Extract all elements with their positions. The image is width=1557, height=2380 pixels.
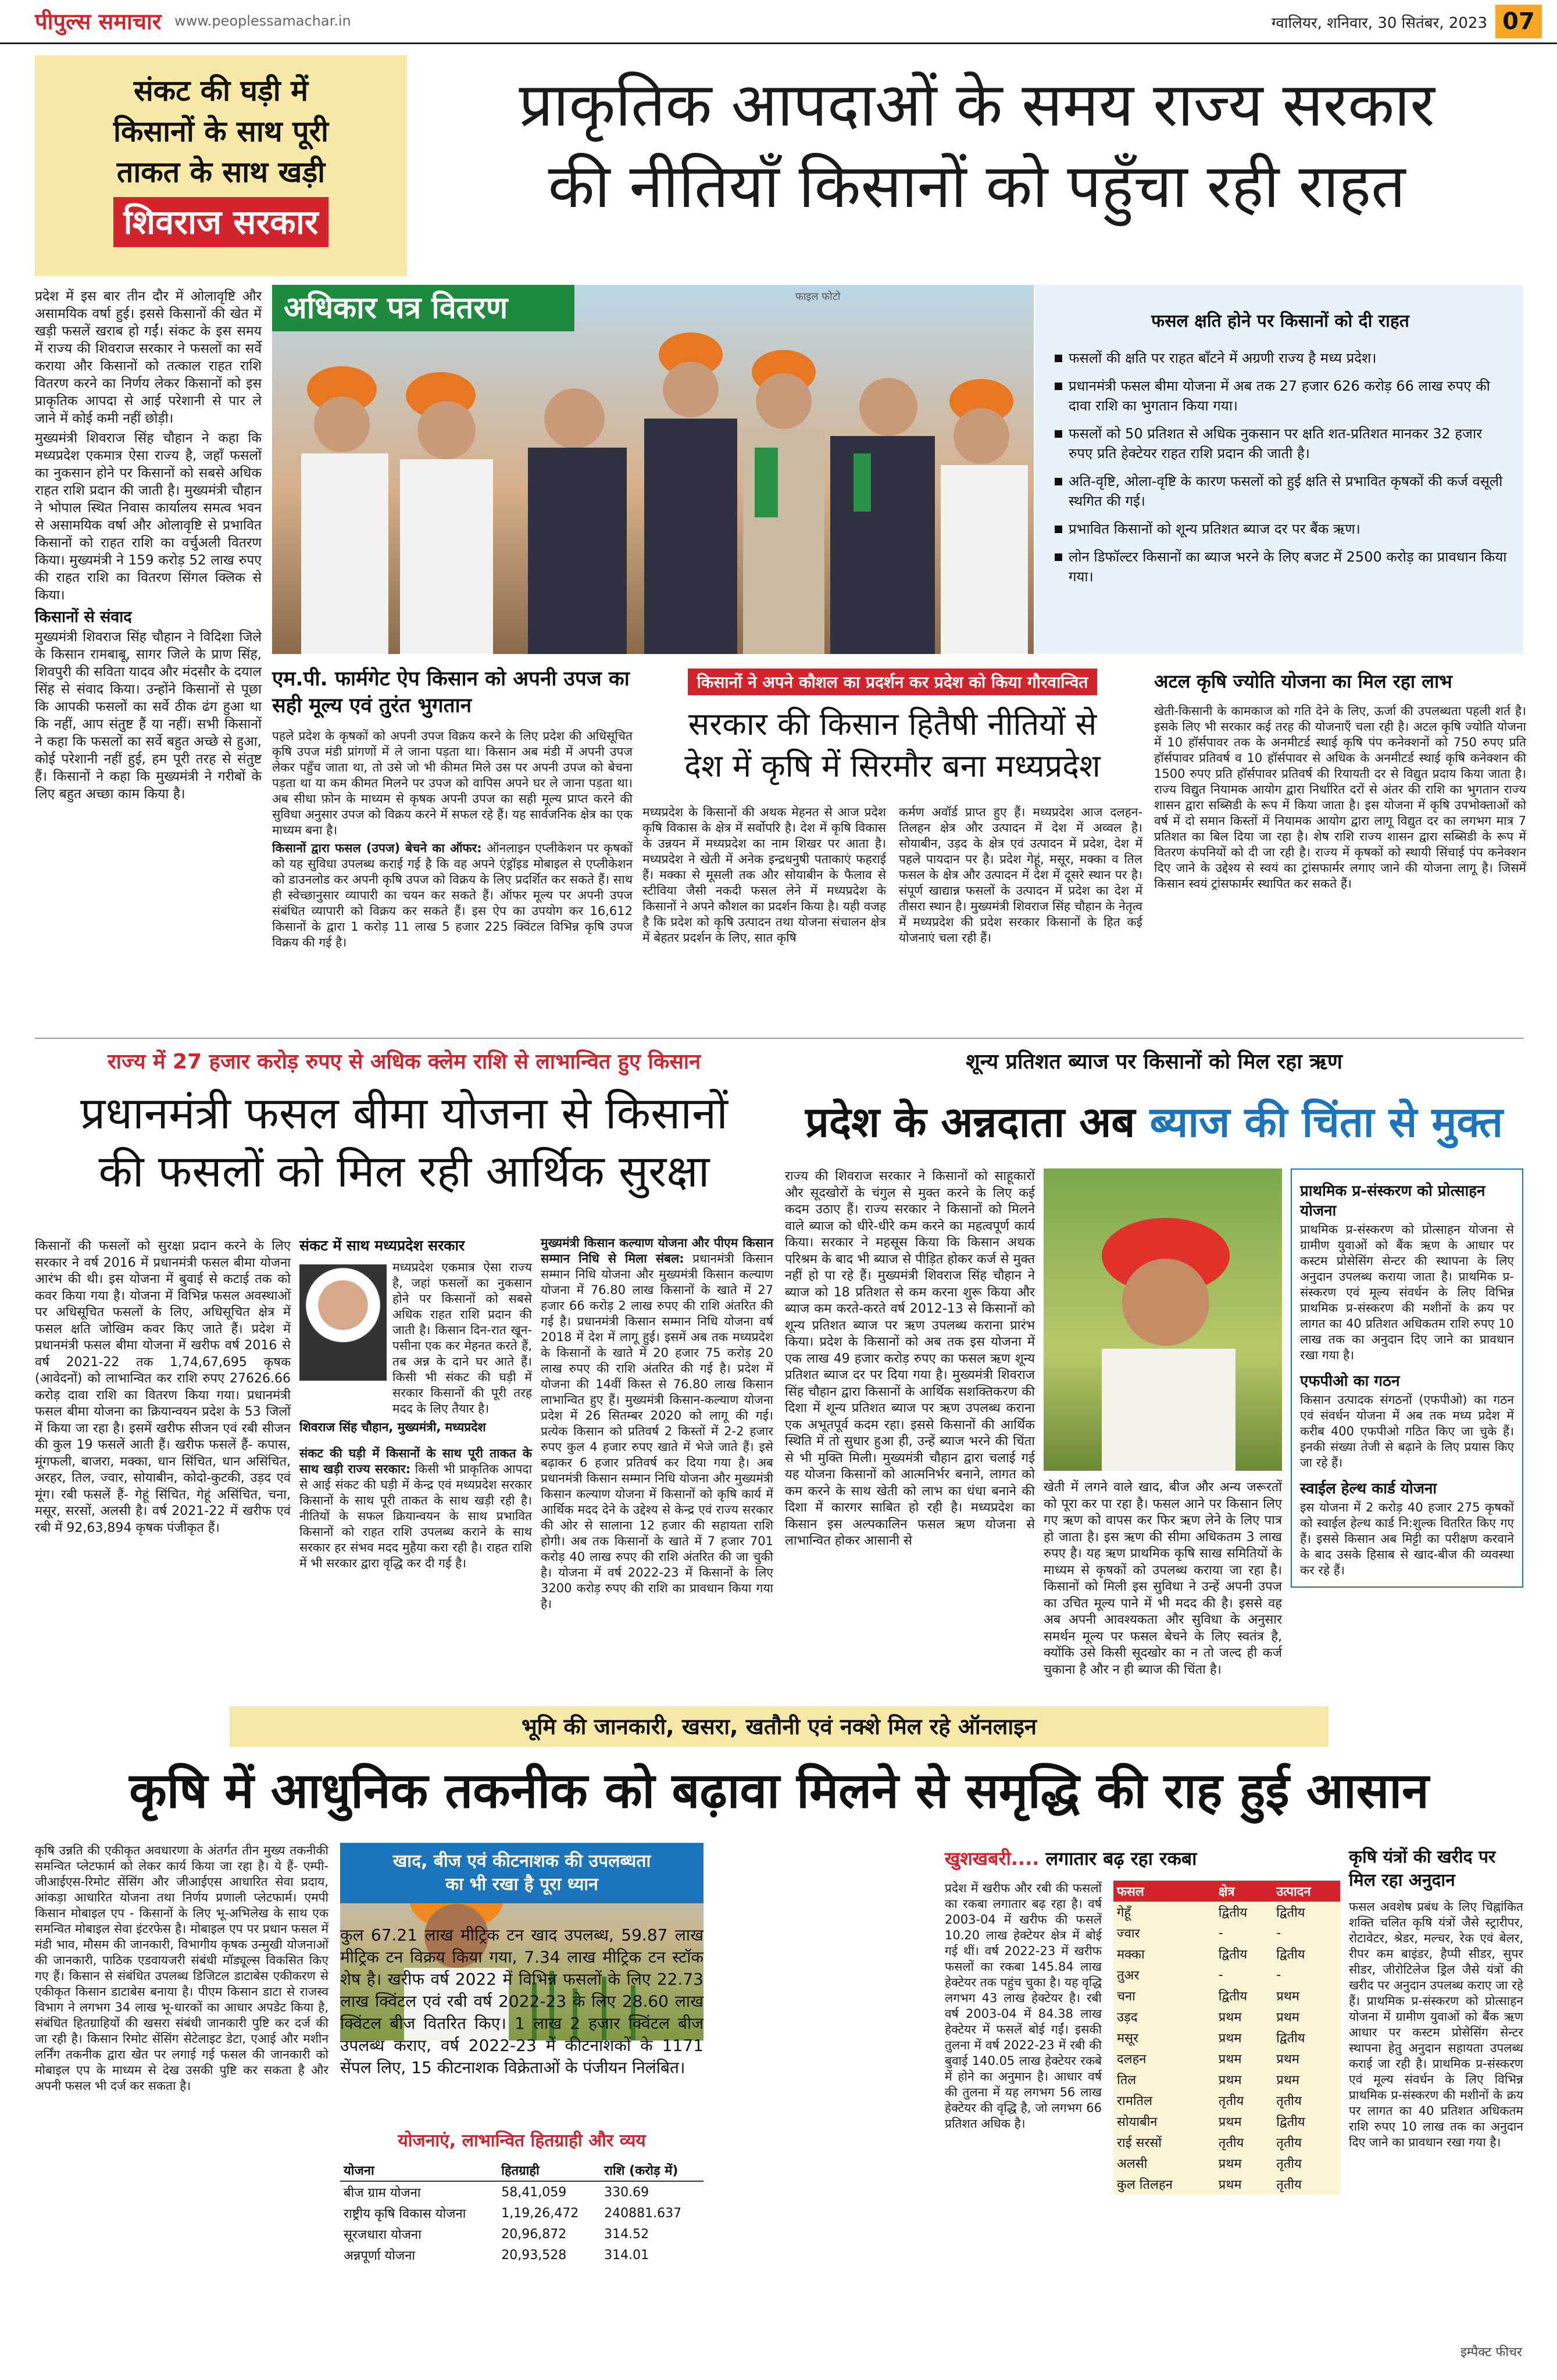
center-title-2: देश में कृषि में सिरमौर बना मध्यप्रदेश bbox=[684, 748, 1101, 784]
crop-cell: चना bbox=[1117, 1989, 1135, 2004]
crop-header: उत्पादन bbox=[1276, 1885, 1311, 1899]
relief-item: प्रधानमंत्री फसल बीमा योजना में अब तक 27 हजार 626 करोड़ 66 लाख रुपए की दावा राशि का भुगतान किया गया। bbox=[1052, 376, 1508, 416]
table-cell: सूरजधारा योजना bbox=[344, 2228, 422, 2242]
crop-cell: प्रथम bbox=[1218, 2157, 1242, 2171]
crop-cell: अलसी bbox=[1117, 2157, 1148, 2171]
sidebar-paragraph-2: किसान उत्पादक संगठनों (एफपीओ) का गठन एवं संवर्धन योजना में अब तक मध्य प्रदेश में करीब 400 एफपीओ गठित किए जा चुके हैं। इनकी संख्या तेजी से बढ़ाने के लिए प्रयास किए जा रहे हैं। bbox=[1300, 1393, 1514, 1470]
divider bbox=[35, 1038, 1523, 1039]
impact-feature: इम्पैक्ट फीचर bbox=[1460, 2345, 1522, 2360]
table-cell: अन्नपूर्णा योजना bbox=[344, 2249, 416, 2263]
center-kicker: किसानों ने अपने कौशल का प्रदर्शन कर प्रदेश को किया गौरवान्वित bbox=[688, 669, 1098, 695]
crop-cell: कुल तिलहन bbox=[1117, 2178, 1173, 2192]
pmfby-paragraph: किसानों की फसलों को सुरक्षा प्रदान करने के लिए सरकार ने वर्ष 2016 में प्रधानमंत्री फसल बीमा योजना आरंभ की थी। इस योजना में बुवाई से कटाई तक को कवर किया गया है। योजना में विभिन्न फसल अवस्थाओं पर अधिसूचित फसलों के लिए, अधिसूचित क्षेत्र में फसल क्षति जोखिम कवर किए जाते हैं। प्रदेश में प्रधानमंत्री फसल बीमा योजना में खरीफ वर्ष 2016 से वर्ष 2021-22 तक 1,74,67,695 कृषक (आवेदनों) को लाभान्वित कर राशि रुपए 27626.66 करोड़ दावा राशि का वितरण किया गया। प्रधानमंत्री फसल बीमा योजना का क्रियान्वयन प्रदेश के 53 जिलों में किया जा रहा है। इसमें खरीफ सीजन एवं रबी सीजन की कुल 19 फसलें आती हैं। खरीफ फसलें हैं- कपास, मूंगफली, बाजरा, मक्का, धान सिंचित, धान असिंचित, अरहर, तिल, ज्वार, सोयाबीन, कोदो-कुटकी, उड़द एवं मूंग। रबी फसलें हैं- गेहूं सिंचित, गेहूं असिंचित, चना, मसूर, सरसों, अलसी है। वर्ष 2021-22 में खरीफ एवं रबी में 92,63,894 कृषक पंजीकृत हैं। bbox=[35, 1239, 291, 1535]
crop-cell: सोयाबीन bbox=[1117, 2115, 1158, 2129]
interest-title bbox=[785, 1093, 1523, 1151]
table-row bbox=[1113, 2132, 1340, 2153]
col1-paragraph-3: मुख्यमंत्री शिवराज सिंह चौहान ने विदिशा जिले के किसान रामबाबू, सागर जिले के प्राण सिंह, शिवपुरी की सविता यादव और मंदसौर के दयाल सिंह से संवाद किया। उन्होंने किसानों से पूछा कि आपकी फसलों का सर्वे ठीक ढंग हुआ था कि नहीं, आप संतुष्ट हैं या नहीं। सभी किसानों ने कहा कि फसलों का सर्वे बहुत अच्छे से हुआ, कोई परेशानी नहीं हुई, हम पूरी तरह से संतुष्ट हैं। किसानों ने कहा कि मुख्यमंत्री ने गरीबों के लिए बहुत अच्छा काम किया है। bbox=[35, 630, 262, 802]
fert-title-bar bbox=[340, 1843, 703, 1903]
mandi-paragraph-2: ऑनलाइन एप्लीकेशन पर कृषकों को यह सुविधा उपलब्ध कराई गई है कि वह अपने एंड्रॉइड मोबाइल से एप्लीकेशन को डाउनलोड कर अपनी कृषि उपज को विक्रय के लिए प्रदर्शित कर सकते हैं। साथ ही स्वेच्छानुसार व्यापारी का चयन कर सकते हैं। ऑफर मूल्य पर अपनी उपज संबंधित व्यापारी को विक्रय कर सकते हैं। इस ऐप का उपयोग कर 16,612 किसानों के द्वारा 1 करोड़ 11 लाख 5 हजार 225 क्विंटल विभिन्न कृषि उपज विक्रय की गई है। bbox=[272, 841, 633, 949]
hero-side-box bbox=[35, 55, 407, 276]
table-row bbox=[1113, 2090, 1340, 2111]
crop-cell: राई सरसों bbox=[1117, 2136, 1162, 2150]
sidebar-heading-2: एफपीओ का गठन bbox=[1300, 1373, 1400, 1390]
table-row bbox=[1113, 2069, 1340, 2090]
schemes-table bbox=[340, 2160, 703, 2265]
tech-kicker: भूमि की जानकारी, खसरा, खतौनी एवं नक्शे मिल रहे ऑनलाइन bbox=[521, 1714, 1037, 1739]
farmer-photo bbox=[1044, 1168, 1282, 1471]
relief-list bbox=[1052, 348, 1508, 587]
table-row bbox=[1113, 1902, 1340, 1922]
table-cell: राष्ट्रीय कृषि विकास योजना bbox=[344, 2207, 466, 2221]
people-illustration bbox=[272, 320, 1034, 654]
crop-cell: द्वितीय bbox=[1276, 1906, 1305, 1920]
col1-paragraph-2: मुख्यमंत्री शिवराज सिंह चौहान ने कहा कि मध्यप्रदेश एकमात्र ऐसा राज्य है, जहाँ फसलों का नुकसान होने पर किसानों को सबसे अधिक राहत राशि प्रदान की जाती है। मुख्यमंत्री चौहान ने भोपाल स्थित निवास कार्यालय समत्व भवन से असामयिक वर्षा और ओलावृष्टि से प्रभावित किसानों को राहत राशि का वर्चुअली वितरण किया। मुख्यमंत्री ने 159 करोड़ 52 लाख रुपए की राहत राशि का वितरण सिंगल क्लिक से किया। bbox=[35, 431, 262, 603]
area-paragraph: प्रदेश में खरीफ और रबी की फसलों का रकबा लगातार बढ़ रहा है। वर्ष 2003-04 में खरीफ की फसलें 10.20 लाख हेक्टेयर क्षेत्र में बोई गई थीं। वर्ष 2022-23 में खरीफ फसलों का रकबा 145.84 लाख हेक्टेयर तक पहुंच चुका है। यह वृद्धि लगभग 43 लाख हेक्टेयर है। रबी वर्ष 2003-04 में 84.38 लाख हेक्टेयर में फसलें बोई गईं। इसकी तुलना में वर्ष 2022-23 में रबी की बुवाई 140.05 लाख हेक्टेयर रकबे में होने का अनुमान है। आधार वर्ष की तुलना में यह लगभग 56 लाख हेक्टेयर की वृद्धि है, जो लगभग 66 प्रतिशत अधिक है। bbox=[945, 1881, 1102, 2131]
table-cell: बीज ग्राम योजना bbox=[344, 2186, 421, 2200]
table-cell: 330.69 bbox=[604, 2185, 649, 2200]
table-cell: 1,19,26,472 bbox=[501, 2206, 579, 2221]
crop-cell: तृतीय bbox=[1276, 2094, 1302, 2109]
crop-cell: प्रथम bbox=[1276, 2052, 1299, 2067]
table-cell: 20,96,872 bbox=[501, 2227, 567, 2242]
crop-header: क्षेत्र bbox=[1218, 1885, 1235, 1899]
table-header: हितग्राही bbox=[501, 2164, 540, 2178]
crop-cell: द्वितीय bbox=[1218, 1989, 1248, 2004]
crop-cell: प्रथम bbox=[1218, 2178, 1242, 2192]
samman-paragraph: प्रधानमंत्री किसान सम्मान निधि योजना और मुख्यमंत्री किसान कल्याण योजना में 76.80 लाख किसानों के खाते में 27 हजार 66 करोड़ 2 लाख रुपए की राशि अंतरित की गई है। प्रधानमंत्री किसान सम्मान निधि योजना वर्ष 2018 में देश में लागू हुई। इसमें अब तक मध्यप्रदेश के किसानों के खाते में 20 हजार 75 करोड़ 20 लाख रुपए की राशि अंतरित की गई है। प्रदेश में योजना की 14वीं किस्त से 76.80 लाख किसान लाभान्वित हुए हैं। मुख्यमंत्री किसान-कल्याण योजना प्रदेश में 26 सितम्बर 2020 को लागू की गई। प्रत्येक किसान को प्रतिवर्ष 2 किस्तों में 2-2 हजार रुपए कुल 4 हजार रुपए खाते में भेजे जाते हैं। इसे बढ़ाकर 6 हजार प्रतिवर्ष कर दिया गया है। अब प्रधानमंत्री किसान सम्मान निधि योजना और मुख्यमंत्री किसान कल्याण योजना में किसानों को कृषि कार्य में आर्थिक मदद देने के उद्देश्य से केन्द्र एवं राज्य सरकार की ओर से सालाना 12 हजार की सहायता राशि होगी। अब तक किसानों के खाते में 7 हजार 701 करोड़ 40 लाख रुपए की राशि अंतरित की जा चुकी है। योजना में वर्ष 2022-23 में किसानों के लिए 3200 करोड़ रुपए की राशि का प्रावधान किया गया है। bbox=[541, 1252, 773, 1611]
fert-paragraph: कुल 67.21 लाख मीट्रिक टन खाद उपलब्ध, 59.87 लाख मीट्रिक टन विक्रय किया गया, 7.34 लाख मीट्रिक टन स्टॉक शेष है। खरीफ वर्ष 2022 में विभिन्न फसलों के लिए 22.73 लाख क्विंटल एवं रबी वर्ष 2022-23 के लिए 28.60 लाख क्विंटल बीज वितरित किए। 1 लाख 2 हजार क्विंटल बीज उपलब्ध कराए, वर्ष 2022-23 में कीटनाशकों के 1171 सेंपल लिए, 15 कीटनाशक विक्रेताओं के पंजीयन निलंबित। bbox=[340, 1925, 703, 2077]
masthead bbox=[0, 0, 1557, 44]
interest-kicker: शून्य प्रतिशत ब्याज पर किसानों को मिल रहा ऋण bbox=[966, 1050, 1342, 1074]
table-row bbox=[1113, 2027, 1340, 2048]
good-title: लगातार बढ़ रहा रकबा bbox=[1045, 1847, 1197, 1870]
photo-banner: अधिकार पत्र वितरण bbox=[272, 285, 574, 331]
mandi-paragraph-1: पहले प्रदेश के कृषकों को अपनी उपज विक्रय करने के लिए प्रदेश की अधिसूचित कृषि उपज मंडी प्रांगणों में ले जाना पड़ता था। किसान अब मंडी में अपनी उपज लेकर पहुँच जाता था, तो उसे जो भी कीमत मिले उस पर अपनी उपज को बेचना पड़ता था या कम कीमत मिलने पर उपज को वापिस अपने घर ले जाना पड़ता था। अब सीधा फ़ोन के माध्यम से कृषक अपनी उपज का सही मूल्य प्राप्त करने की सुविधा अनुसार उपज को विक्रय करने में सफल रहे हैं। यह सार्वजनिक क्षेत्र का एक माध्यम बना है। bbox=[272, 729, 633, 837]
headline-line-1: प्राकृतिक आपदाओं के समय राज्य सरकार bbox=[519, 69, 1435, 140]
side-line-2: किसानों के साथ पूरी bbox=[113, 115, 328, 148]
crop-cell: रामतिल bbox=[1117, 2094, 1153, 2109]
mandi-app-section bbox=[272, 666, 633, 950]
table-row bbox=[340, 2224, 703, 2245]
pmfby-title-1: प्रधानमंत्री फसल बीमा योजना से किसानों bbox=[80, 1087, 728, 1139]
crop-cell: मसूर bbox=[1117, 2031, 1139, 2046]
crop-cell: द्वितीय bbox=[1276, 2115, 1305, 2129]
fert-title-1: खाद, बीज एवं कीटनाशक की उपलब्धता bbox=[392, 1851, 651, 1871]
crop-cell: - bbox=[1276, 1925, 1281, 1941]
crop-cell: मक्का bbox=[1117, 1947, 1145, 1962]
fert-title-2: का भी रखा है पूरा ध्यान bbox=[445, 1874, 598, 1895]
interest-title-b: ब्याज की चिंता से मुक्त bbox=[1149, 1098, 1504, 1146]
sidebar-paragraph-3: इस योजना में 2 करोड़ 40 हजार 275 कृषकों को स्वाईल हेल्थ कार्ड नि:शुल्क वितरित किए गए हैं। इससे किसान अब मिट्टी का परीक्षण करवाने के बाद उसके हिसाब से खाद-बीज की व्यवस्था कर रहे हैं। bbox=[1300, 1500, 1514, 1577]
relief-item: लोन डिफॉल्टर किसानों का ब्याज भरने के लिए बजट में 2500 करोड़ का प्रावधान किया गया। bbox=[1052, 547, 1508, 587]
crop-cell: - bbox=[1218, 1967, 1223, 1982]
relief-item: प्रभावित किसानों को शून्य प्रतिशत ब्याज दर पर बैंक ऋण। bbox=[1052, 519, 1508, 539]
crop-cell: - bbox=[1276, 1967, 1281, 1982]
machinery-paragraph: फसल अवशेष प्रबंध के लिए चिह्नांकित शक्ति चलित कृषि यंत्रों जैसे स्ट्रारीपर, रोटावेटर, श्रेडर, मल्चर, रेक एवं बेलर, रीपर कम बाइंडर, हैप्पी सीडर, सुपर सीडर, जीरोटिलेज ड्रिल जैसे यंत्रों की खरीद पर अनुदान उपलब्ध कराए जा रहे हैं। प्राथमिक प्र-संस्करण को प्रोत्साहन योजना में ग्रामीण युवाओं को बैंक ऋण आधार पर कस्टम प्रोसेसिंग सेन्टर स्थापना हेतु अनुदान सहायता उपलब्ध कराई जा रही है। प्राथमिक प्र-संस्करण एवं मूल्य संवर्धन के लिए विभिन्न प्राथमिक प्र-संस्करण की मशीनों के क्रय पर लागत का 40 प्रतिशत अधिकतम राशि रुपए 10 लाख तक का अनुदान दिए जाने का प्रावधान रखा गया है। bbox=[1349, 1900, 1523, 2149]
relief-item: अति-वृष्टि, ओला-वृष्टि के कारण फसलों को हुई क्षति से प्रभावित कृषकों की कर्ज वसूली स्थगित की गई। bbox=[1052, 471, 1508, 511]
good-kicker: खुशखबरी.... bbox=[945, 1847, 1046, 1870]
newspaper-logo: पीपुल्स समाचार bbox=[35, 8, 162, 34]
table-row bbox=[1113, 2174, 1340, 2195]
machinery-section bbox=[1349, 1846, 1523, 2150]
table-header: योजना bbox=[344, 2164, 374, 2178]
table-row bbox=[340, 2203, 703, 2224]
side-line-4: शिवराज सरकार bbox=[113, 197, 329, 247]
table-cell: 314.01 bbox=[604, 2247, 649, 2263]
atal-paragraph: खेती-किसानी के कामकाज को गति देने के लिए, ऊर्जा की उपलब्धता पहली शर्त है। इसके लिए भी सरकार कई तरह की योजनाएँ चला रही है। अटल कृषि ज्योति योजना में 10 हॉर्सपावर तक के अनमीटर्ड स्थाई कृषि पंप कनेक्शनों को 750 रुपए प्रति हॉर्सपावर प्रतिवर्ष व 10 हॉर्सपावर से अधिक के अनमीटर्ड स्थाई कृषि कनेक्शन की 1500 रुपए प्रति हॉर्सपावर प्रतिवर्ष की रियायती दर से विद्युत प्रदाय किया जाता है। राज्य विद्युत नियामक आयोग द्वारा निर्धारित दरों से अंतर की राशि का भुगतान राज्य शासन द्वारा सब्सिडी के रूप में किया जाता है। इस योजना में कृषि उपभोक्ताओं को वर्ष में दो समान किस्तों में नियामक आयोग द्वारा लागू विद्युत दर का लगभग मात्र 7 प्रतिशत का बिल दिया जा रहा है। शेष राशि राज्य शासन द्वारा सब्सिडी के रूप में वितरण कंपनियों को दी जा रही है। राज्य में कृषकों को स्थायी सिंचाई पंप कनेक्शन दिए जाने के उद्देश्य से स्वयं का ट्रांसफार्मर लगाए जाने की योजना लागू है। जिसमें किसान स्वयं ट्रांसफार्मर स्थापित कर सकते हैं। bbox=[1154, 704, 1526, 891]
relief-item: फसलों की क्षति पर राहत बाँटने में अग्रणी राज्य है मध्य प्रदेश। bbox=[1052, 348, 1508, 368]
crop-cell: उड़द bbox=[1117, 2010, 1138, 2025]
atal-section bbox=[1154, 669, 1526, 892]
crop-cell: प्रथम bbox=[1218, 2010, 1242, 2025]
cm-portrait bbox=[299, 1264, 387, 1381]
table-row bbox=[1113, 2153, 1340, 2174]
table-row bbox=[1113, 2006, 1340, 2027]
table-row bbox=[1113, 1964, 1340, 1985]
table-row bbox=[340, 2245, 703, 2265]
tech-title: कृषि में आधुनिक तकनीक को बढ़ावा मिलने से समृद्धि की राह हुई आसान bbox=[129, 1762, 1429, 1819]
schemes-sidebar bbox=[1291, 1168, 1523, 1588]
crop-cell: प्रथम bbox=[1276, 2010, 1299, 2025]
crop-cell: द्वितीय bbox=[1276, 1947, 1305, 1962]
atal-title: अटल कृषि ज्योति योजना का मिल रहा लाभ bbox=[1154, 670, 1452, 692]
side-line-3: ताकत के साथ खड़ी bbox=[116, 155, 326, 189]
center-paragraph-2: कर्मण अवॉर्ड प्राप्त हुए हैं। मध्यप्रदेश आज दलहन-तिलहन क्षेत्र और उत्पादन में देश में अव्वल है। सोयाबीन, उड़द के क्षेत्र एवं उत्पादन में प्रदेश, देश में पहले पायदान पर है। प्रदेश गेहूं, मसूर, मक्का व तिल फसल के क्षेत्र और उत्पादन में देश में दूसरे स्थान पर है। संपूर्ण खाद्यान्न फसलों के उत्पादन में प्रदेश का देश में तीसरा स्थान है। मुख्यमंत्री शिवराज सिंह चौहान के नेतृत्व में मध्यप्रदेश की प्रदेश सरकार किसानों के हित कई योजनाएं चला रही हैं। bbox=[899, 805, 1142, 945]
hero-photo bbox=[272, 285, 1034, 654]
page-number: 07 bbox=[1495, 5, 1542, 38]
sidebar-heading-1: प्राथमिक प्र-संस्करण को प्रोत्साहन योजना bbox=[1300, 1182, 1485, 1220]
relief-item: फसलों को 50 प्रतिशत से अधिक नुकसान पर क्षति शत-प्रतिशत मानकर 32 हजार रुपए प्रति हेक्टेयर राहत राशि प्रदान की जाती है। bbox=[1052, 424, 1508, 463]
table-row bbox=[1113, 1943, 1340, 1964]
crop-cell: द्वितीय bbox=[1218, 1947, 1248, 1962]
crop-cell: तृतीय bbox=[1276, 2136, 1302, 2150]
samman-subheading: मुख्यमंत्री किसान कल्याण योजना और पीएम किसान सम्मान निधि से मिला संबल: bbox=[541, 1236, 773, 1266]
crop-cell: गेहूँ bbox=[1117, 1906, 1131, 1920]
photo-credit: फाइल फोटो bbox=[795, 291, 841, 303]
crop-cell: दलहन bbox=[1117, 2052, 1147, 2067]
crop-cell: तृतीय bbox=[1218, 2136, 1244, 2150]
crop-cell: ज्वार bbox=[1117, 1927, 1140, 1941]
table-cell: 20,93,528 bbox=[501, 2247, 567, 2263]
center-paragraph-1: मध्यप्रदेश के किसानों की अथक मेहनत से आज प्रदेश कृषि विकास के क्षेत्र में सर्वोपरि है। देश में कृषि विकास के उन्नयन में मध्यप्रदेश का नाम शिखर पर आता है। मध्यप्रदेश ने खेती में अनेक इन्द्रधनुषी पताकाएं फहराई हैं। मक्का से मूसली तक और सोयाबीन के फैलाव से स्टीविया जैसी नकदी फसल लेने में मध्यप्रदेश के किसानों ने अपने कौशल का प्रदर्शन किया है। यही वजह है कि प्रदेश को कृषि उत्पादन तथा योजना संचालन क्षेत्र में बेहतर प्रदर्शन के लिए, सात कृषि bbox=[642, 805, 886, 945]
quote-byline: शिवराज सिंह चौहान, मुख्यमंत्री, मध्यप्रदेश bbox=[299, 1420, 486, 1434]
center-title-1: सरकार की किसान हितैषी नीतियों से bbox=[688, 706, 1097, 742]
sidebar-heading-3: स्वाईल हेल्थ कार्ड योजना bbox=[1300, 1480, 1437, 1498]
table-cell: 240881.637 bbox=[604, 2206, 682, 2221]
interest-title-a: प्रदेश के अन्नदाता अब bbox=[805, 1098, 1150, 1146]
crop-cell: तिल bbox=[1117, 2073, 1137, 2088]
pmfby-title-2: की फसलों को मिल रही आर्थिक सुरक्षा bbox=[98, 1145, 710, 1197]
crop-cell: द्वितीय bbox=[1218, 1906, 1248, 1920]
table-header: राशि (करोड़ में) bbox=[604, 2164, 678, 2178]
crop-cell: तृतीय bbox=[1276, 2178, 1302, 2192]
table-row bbox=[1113, 1985, 1340, 2006]
govt-paragraph: किसी भी प्राकृतिक आपदा से आई संकट की घड़ी में केन्द्र एवं मध्यप्रदेश सरकार किसानों के साथ पूरी ताकत के साथ खड़ी रही है। नीतियों के सफल क्रियान्वयन के साथ प्रभावित किसानों को राहत राशि उपलब्ध कराने के साथ सरकार हर संभव मदद मुहैया करा रही है। राहत राशि में भी सरकार द्वारा वृद्धि कर दी गई है। bbox=[299, 1462, 533, 1570]
site-url: www.peoplessamachar.in bbox=[174, 13, 351, 29]
crop-cell: प्रथम bbox=[1276, 2073, 1299, 2088]
hero-headline bbox=[419, 64, 1535, 227]
machinery-title: कृषि यंत्रों की खरीद पर मिल रहा अनुदान bbox=[1349, 1847, 1496, 1891]
tech-paragraph: कृषि उन्नति की एकीकृत अवधारणा के अंतर्गत तीन मुख्य तकनीकी समन्वित प्लेटफार्म को लेकर कार्य किया जा रहा है। ये हैं- एम्पी-जीआईएस-रिमोट सेंसिंग और जीआईएस आधारित सेवा प्रदाय, आंकड़ा आधारित योजना तथा निर्णय प्रणाली प्लेटफार्म। एमपी किसान मोबाइल एप - किसानों के लिए भू-अभिलेख के साथ एक समन्वित मोबाइल सेवा इंटरफेस है। मोबाइल एप पर प्रधान फसल में मंडी भाव, मौसम की जानकारी, विभागीय कृषक उन्मुखी योजनाओं की जानकारी, पाठिक एडवायजरी संबंधी मॉड्यूल्स विकसित किए गए हैं। किसान से संबंधित उपलब्ध डिजिटल डाटाबेस एकीकरण से एकीकृत किसान डाटाबेस बनाया है। पीएम किसान डाटा से राजस्व विभाग ने लगभग 34 लाख भू-धारकों का आधार अपडेट किया है, संबंधित हितग्राहियों की खसरा संबंधी जानकारी पुष्टि कर दर्ज की जा रही है। किसान रिमोट सेंसिंग सेटेलाइट डेटा, एआई और मशीन लर्निंग तकनीक द्वारा खेत पर लगाई गई फसल की जानकारी को मोबाइल एप के माध्यम से देख उसकी पुष्टि कर सकता है और अपनी फसल भी दर्ज कर सकता है। bbox=[35, 1843, 328, 2093]
col1-subheading: किसानों से संवाद bbox=[35, 608, 132, 626]
interest-paragraph-2: खेती में लगने वाले खाद, बीज और अन्य जरूरतों को पूरा कर पा रहा है। फसल आने पर किसान लिए गए ऋण को वापस कर फिर ऋण लेने के लिए पात्र हो जाता है। इस ऋण की सीमा अधिकतम 3 लाख रुपए है। यह ऋण प्राथमिक कृषि साख समितियों के माध्यम से कृषकों को उपलब्ध कराया जा रहा है। किसानों को मिली इस सुविधा ने उन्हें अपनी उपज का उचित मूल्य पाने में भी मदद की है। इससे वह अब अपनी आवश्यकता और सुविधा के अनुसार समर्थन मूल्य पर फसल बेचने के लिए स्वतंत्र है, क्योंकि उसे किसी सूदखोर का न तो जल्द ही कर्ज चुकाना है और न ही ब्याज की चिंता है। bbox=[1044, 1480, 1282, 1677]
crop-cell: द्वितीय bbox=[1276, 2031, 1305, 2046]
table-row bbox=[1113, 2111, 1340, 2132]
dateline: ग्वालियर, शनिवार, 30 सितंबर, 2023 bbox=[1272, 15, 1487, 32]
crop-header: फसल bbox=[1117, 1885, 1144, 1899]
side-line-1: संकट की घड़ी में bbox=[133, 74, 309, 108]
col1-paragraph-1: प्रदेश में इस बार तीन दौर में ओलावृष्टि और असामयिक वर्षा हुई। इससे किसानों की खेत में खड़ी फसलें खराब हो गईं। संकट के इस समय में राज्य की शिवराज सरकार ने फसलों का सर्वे कराया और किसानों को तत्काल राहत राशि वितरण करने का निर्णय लेकर किसानों को इस प्राकृतिक आपदा से आई परेशानी से पार ले जाने में कोई कमी नहीं छोड़ी। bbox=[35, 289, 262, 426]
table-cell: 58,41,059 bbox=[501, 2185, 567, 2200]
crop-cell: तृतीय bbox=[1276, 2157, 1302, 2171]
relief-title: फसल क्षति होने पर किसानों को दी राहत bbox=[1151, 311, 1409, 331]
govt-subheading: संकट की घड़ी में किसानों के साथ पूरी ताकत के साथ खड़ी राज्य सरकार: bbox=[299, 1446, 532, 1476]
crop-cell: प्रथम bbox=[1218, 2052, 1242, 2067]
crop-header-row bbox=[1113, 1881, 1340, 1902]
schemes-title: योजनाएं, लाभान्वित हितग्राही और व्यय bbox=[398, 2131, 646, 2151]
relief-box bbox=[1035, 285, 1523, 654]
crop-cell: प्रथम bbox=[1218, 2073, 1242, 2088]
table-row bbox=[1113, 2048, 1340, 2069]
interest-paragraph-1: राज्य की शिवराज सरकार ने किसानों को साहूकारों और सूदखोरों के चंगुल से मुक्त करने के लिए कई कदम उठाए हैं। राज्य सरकार ने किसानों को मिलने वाले ब्याज को धीरे-धीरे कम करने का महत्वपूर्ण कार्य किया। सरकार ने महसूस किया कि किसान अथक परिश्रम के बाद भी ब्याज से पीड़ित होकर कर्ज से मुक्त नहीं हो पा रहे हैं। मुख्यमंत्री शिवराज सिंह चौहान ने ब्याज को 18 प्रतिशत से कम करना शुरू किया और ब्याज कम करते-करते वर्ष 2012-13 से किसानों को शून्य प्रतिशत ब्याज पर ऋण उपलब्ध कराना प्रारंभ किया। प्रदेश के किसानों को अब तक इस योजना में एक लाख 49 हजार करोड़ रुपए का फसल ऋण शून्य प्रतिशत ब्याज दर पर दिया गया है। मुख्यमंत्री शिवराज सिंह चौहान द्वारा किसानों के आर्थिक सशक्तिकरण की दिशा में शून्य प्रतिशत ब्याज पर ऋण उपलब्ध कराना एक अभूतपूर्व कदम रहा। इससे किसानों की आर्थिक स्थिति में तो सुधार हुआ ही, उन्हें ब्याज भरने की चिंता से भी मुक्ति मिली। मुख्यमंत्री चौहान द्वारा चलाई गई यह योजना किसानों को आत्मनिर्भर बनाने, लागत को कम करने के साथ खेती को लाभ का धंधा बनाने की दिशा में कारगर साबित हो रही है। मध्यप्रदेश का किसान इस अल्पकालिन फसल ऋण योजना से लाभान्वित होकर आसानी से bbox=[785, 1169, 1035, 1548]
mandi-title: एम.पी. फार्मगेट ऐप किसान को अपनी उपज का सही मूल्य एवं तुरंत भुगतान bbox=[272, 667, 630, 717]
crop-table bbox=[1113, 1881, 1340, 2195]
crop-cell: प्रथम bbox=[1218, 2115, 1242, 2129]
tech-kicker-band bbox=[230, 1706, 1329, 1747]
crop-cell: - bbox=[1218, 1925, 1223, 1941]
table-row bbox=[1113, 1922, 1340, 1943]
crop-cell: प्रथम bbox=[1276, 1989, 1299, 2004]
sidebar-paragraph-1: प्राथमिक प्र-संस्करण को प्रोत्साहन योजना से ग्रामीण युवाओं को बैंक ऋण के आधार पर कस्टम प्रोसेसिंग सेन्टर की स्थापना के लिए अनुदान उपलब्ध कराया जाता है। प्राथमिक प्र-संस्करण एवं मूल्य संवर्धन के लिए विभिन्न प्राथमिक प्र-संस्करण की मशीनों के क्रय पर लागत का 40 प्रतिशत अधिकतम राशि रुपए 10 लाख तक का अनुदान दिए जाने का प्रावधान रखा गया है। bbox=[1300, 1223, 1514, 1362]
headline-line-2: की नीतियाँ किसानों को पहुँचा रही राहत bbox=[548, 151, 1406, 221]
farmer-illustration bbox=[1044, 1168, 1282, 1471]
column-1 bbox=[35, 288, 262, 803]
crop-cell: तृतीय bbox=[1218, 2094, 1244, 2109]
cm-quote: मध्यप्रदेश एकमात्र ऐसा राज्य है, जहां फसलों का नुकसान होने पर किसानों को सबसे अधिक राहत राशि प्रदान की जाती है। किसान दिन-रात खून-पसीना एक कर मेहनत करते हैं, तब अन्न के दाने घर आते हैं। किसी भी संकट की घड़ी में सरकार किसानों की पूरी तरह मदद के लिए तैयार है। bbox=[392, 1260, 532, 1416]
mandi-subheading: किसानों द्वारा फसल (उपज) बेचने का ऑफर: bbox=[272, 841, 482, 855]
pmfby-kicker: राज्य में 27 हजार करोड़ रुपए से अधिक क्लेम राशि से लाभान्वित हुए किसान bbox=[107, 1050, 701, 1074]
area-growth-section bbox=[945, 1846, 1340, 2192]
crop-cell: प्रथम bbox=[1218, 2031, 1242, 2046]
crop-cell: तुअर bbox=[1117, 1968, 1140, 1983]
table-cell: 314.52 bbox=[604, 2227, 649, 2242]
center-story bbox=[642, 669, 1142, 946]
cm-quote-box bbox=[299, 1235, 532, 1571]
table-header-row bbox=[340, 2160, 703, 2181]
quote-title: संकट में साथ मध्यप्रदेश सरकार bbox=[299, 1237, 465, 1254]
table-row bbox=[340, 2181, 703, 2203]
